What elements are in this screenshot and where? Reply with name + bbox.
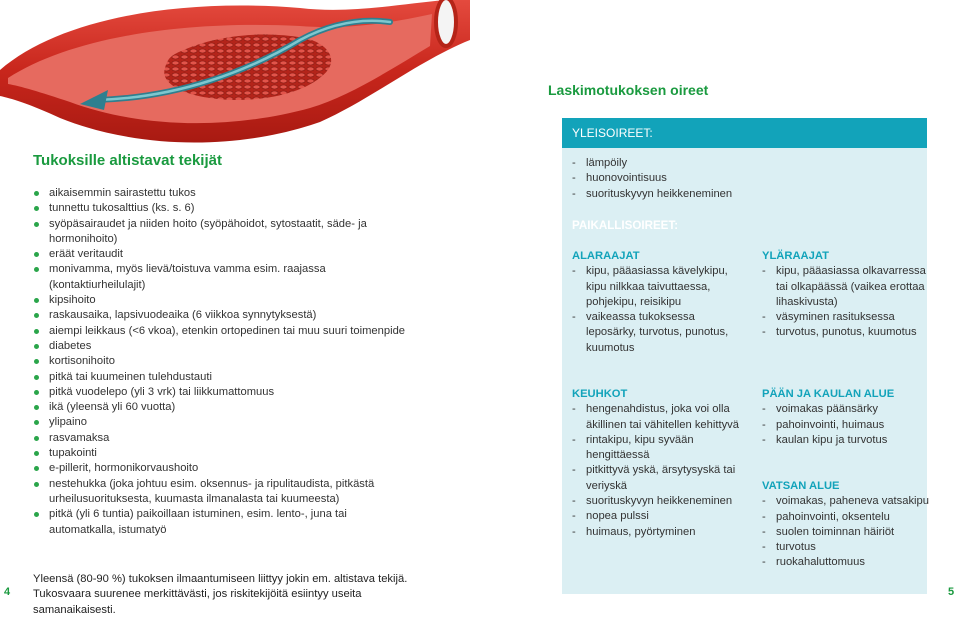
symptom-item: - voimakas päänsärky (762, 402, 932, 417)
symptom-item: - huimaus, pyörtyminen (572, 525, 742, 540)
section-items (762, 264, 932, 340)
risk-factor-item: kortisonihoito (33, 354, 408, 369)
symptom-item: - pitkittyvä yskä, ärsytysyskä tai veriyskä (572, 463, 742, 494)
section-items (572, 264, 742, 356)
general-symptoms-list (572, 156, 732, 202)
risk-factor-item: tunnettu tukosalttius (ks. s. 6) (33, 201, 408, 216)
risk-factor-item: raskausaika, lapsivuodeaika (6 viikkoa synnytyksestä) (33, 308, 408, 323)
risk-factor-item: nestehukka (joka johtuu esim. oksennus- ja ripulitaudista, pitkästä urheilusuorituksesta, kuumasta ilmanalasta tai kuumeesta) (33, 477, 408, 508)
symptom-item: - pahoinvointi, huimaus (762, 418, 932, 433)
risk-factors-title: Tukoksille altistavat tekijät (33, 152, 222, 169)
risk-factors-list (33, 186, 408, 538)
vein-thrombosis-illustration (0, 0, 470, 148)
symptom-item: - vaikeassa tukoksessa leposärky, turvotus, punotus, kuumotus (572, 310, 742, 356)
section-title: YLÄRAAJAT (762, 250, 829, 262)
section-title: PÄÄN JA KAULAN ALUE (762, 388, 895, 400)
general-symptom-item: - huonovointisuus (572, 171, 732, 186)
page-number-left: 4 (4, 586, 11, 598)
section-items (762, 402, 932, 448)
risk-factor-item: tupakointi (33, 446, 408, 461)
symptom-item: - turvotus (762, 540, 932, 555)
local-symptoms-header: PAIKALLISOIREET: (572, 219, 679, 232)
symptom-item: - nopea pulssi (572, 509, 742, 524)
symptom-item: - ruokahaluttomuus (762, 555, 932, 570)
section-ylaraajat (762, 249, 932, 341)
risk-factor-item: aikaisemmin sairastettu tukos (33, 186, 408, 201)
section-title: VATSAN ALUE (762, 480, 840, 492)
risk-factor-item: pitkä vuodelepo (yli 3 vrk) tai liikkumattomuus (33, 385, 408, 400)
section-alaraajat (572, 249, 742, 356)
general-symptom-item: - suorituskyvyn heikkeneminen (572, 187, 732, 202)
risk-factor-item: pitkä (yli 6 tuntia) paikoillaan istuminen, esim. lento-, juna tai automatkalla, istumatyö (33, 507, 408, 538)
risk-factor-item: rasvamaksa (33, 431, 408, 446)
symptom-item: - pahoinvointi, oksentelu (762, 510, 932, 525)
symptom-item: - suorituskyvyn heikkeneminen (572, 494, 742, 509)
section-keuhkot (572, 387, 742, 540)
symptom-item: - voimakas, paheneva vatsakipu (762, 494, 932, 509)
risk-factor-item: diabetes (33, 339, 408, 354)
symptoms-title: Laskimotukoksen oireet (548, 82, 709, 98)
symptom-item: - suolen toiminnan häiriöt (762, 525, 932, 540)
symptom-item: - kipu, pääasiassa kävelykipu, kipu nilkkaa taivuttaessa, pohjekipu, reisikipu (572, 264, 742, 310)
risk-footnote: Yleensä (80-90 %) tukoksen ilmaantumiseen liittyy jokin em. altistava tekijä. Tukosvaara suurenee merkittävästi, jos riskitekijöitä esiintyy useita samanaikaisesti. (33, 573, 408, 616)
risk-factor-item: syöpäsairaudet ja niiden hoito (syöpähoidot, sytostaatit, säde- ja hormonihoito) (33, 217, 408, 248)
general-symptoms-header: YLEISOIREET: (562, 118, 927, 148)
symptom-item: - rintakipu, kipu syvään hengittäessä (572, 433, 742, 464)
symptom-item: - kaulan kipu ja turvotus (762, 433, 932, 448)
risk-factor-item: pitkä tai kuumeinen tulehdustauti (33, 370, 408, 385)
page-number-right: 5 (948, 586, 955, 598)
risk-factor-item: eräät veritaudit (33, 247, 408, 262)
general-symptom-item: - lämpöily (572, 156, 732, 171)
section-paa-kaula (762, 387, 932, 448)
risk-factor-item: monivamma, myös lievä/toistuva vamma esim. raajassa (kontaktiurheilulajit) (33, 262, 408, 293)
section-title: KEUHKOT (572, 388, 628, 400)
section-items (572, 402, 742, 540)
symptom-item: - kipu, pääasiassa olkavarressa tai olkapäässä (vaikea erottaa lihaskivusta) (762, 264, 932, 310)
section-title: ALARAAJAT (572, 250, 640, 262)
risk-factor-item: ikä (yleensä yli 60 vuotta) (33, 400, 408, 415)
risk-factor-item: ylipaino (33, 415, 408, 430)
symptom-item: - väsyminen rasituksessa (762, 310, 932, 325)
symptom-item: - hengenahdistus, joka voi olla äkillinen tai vähitellen kehittyvä (572, 402, 742, 433)
risk-factor-item: e-pillerit, hormonikorvaushoito (33, 461, 408, 476)
section-items (762, 494, 932, 570)
risk-factor-item: kipsihoito (33, 293, 408, 308)
risk-factor-item: aiempi leikkaus (<6 vkoa), etenkin ortopedinen tai muu suuri toimenpide (33, 324, 408, 339)
section-vatsa (762, 479, 932, 571)
symptom-item: - turvotus, punotus, kuumotus (762, 325, 932, 340)
